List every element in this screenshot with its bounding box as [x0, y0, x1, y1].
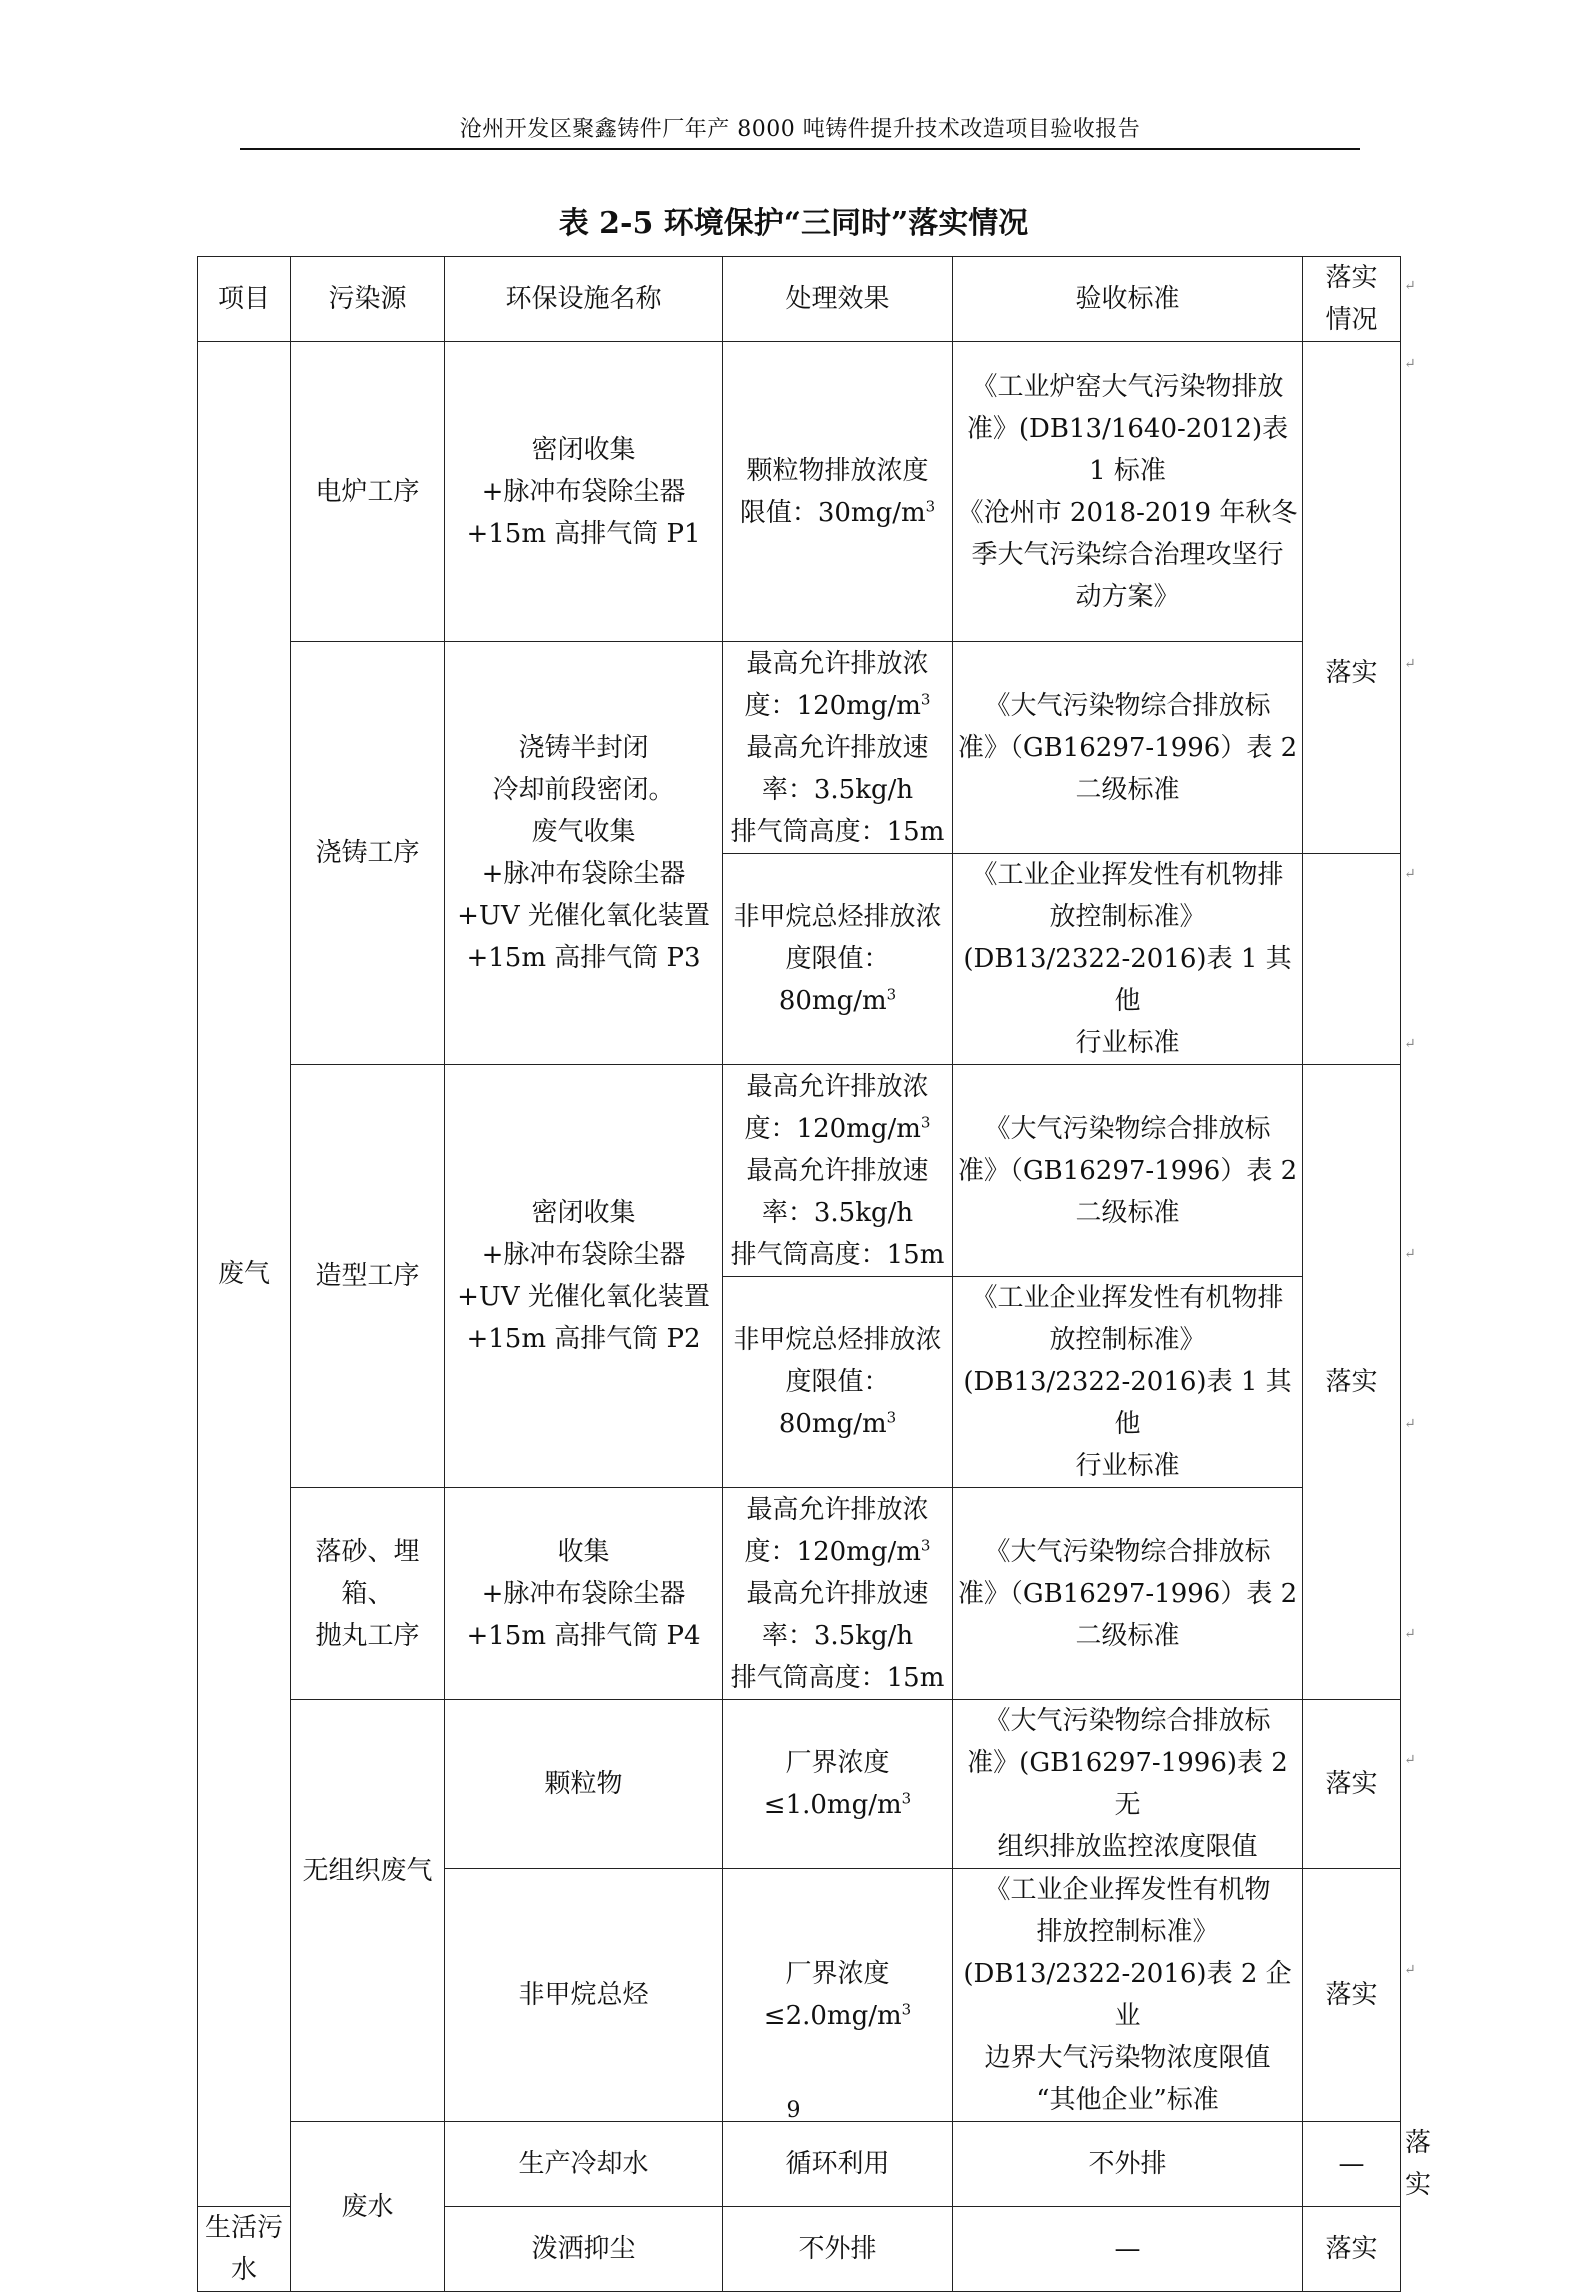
three-simultaneous-table: [197, 256, 1432, 2292]
paragraph-mark-icon: ↵: [1404, 866, 1416, 882]
effect-cell: 非甲烷总烃排放浓 度限值：$80mg/m^3$: [723, 854, 953, 1065]
table-row: [198, 642, 1401, 854]
effect-cell: 厂界浓度 $\le 2.0mg/m^3$: [723, 1869, 953, 2122]
status-cell: 落实: [1303, 342, 1401, 854]
paragraph-mark-icon: ↵: [1404, 1752, 1416, 1768]
facility-cell: 密闭收集 +脉冲布袋除尘器 +UV 光催化氧化装置 +15m 高排气筒 P2: [445, 1065, 723, 1488]
paragraph-mark-icon: ↵: [1404, 1246, 1416, 1262]
paragraph-mark-icon: ↵: [1404, 356, 1416, 372]
category-cell: 废气: [198, 342, 291, 2207]
facility-cell: 浇铸半封闭 冷却前段密闭。 废气收集 +脉冲布袋除尘器 +UV 光催化氧化装置 +15m 高排气筒 P3: [445, 642, 723, 1065]
header-cell: 项目: [198, 257, 291, 342]
table-header-row: [198, 257, 1401, 342]
running-header: 沧州开发区聚鑫铸件厂年产 8000 吨铸件提升技术改造项目验收报告: [459, 117, 1141, 142]
effect-cell: 厂界浓度 $\le 1.0mg/m^3$: [723, 1700, 953, 1869]
paragraph-mark-icon: ↵: [1404, 1416, 1416, 1432]
facility-cell: 颗粒物: [445, 1700, 723, 1869]
source-cell: 落砂、埋箱、 抛丸工序: [291, 1488, 445, 1700]
facility-cell: 收集 +脉冲布袋除尘器 +15m 高排气筒 P4: [445, 1488, 723, 1700]
facility-cell: 非甲烷总烃: [445, 1869, 723, 2122]
standard-cell: 《大气污染物综合排放标 准》（GB16297-1996）表 2 二级标准: [953, 642, 1303, 854]
facility-cell: 泼洒抑尘: [445, 2207, 723, 2292]
standard-cell: 《大气污染物综合排放标 准》（GB16297-1996）表 2 二级标准: [953, 1488, 1303, 1700]
paragraph-mark-icon: ↵: [1404, 1036, 1416, 1052]
header-cell: 环保设施名称: [445, 257, 723, 342]
header-rule: [240, 148, 1360, 150]
effect-cell: 最高允许排放浓 度：$120mg/m^3$ 最高允许排放速 率：3.5kg/h 排气筒高度：15m: [723, 1065, 953, 1277]
source-cell: 生活污水: [198, 2207, 291, 2292]
source-cell: 浇铸工序: [291, 642, 445, 1065]
standard-cell: 《大气污染物综合排放标 准》(GB16297-1996)表 2 无 组织排放监控浓度限值: [953, 1700, 1303, 1869]
source-cell: 生产冷却水: [445, 2122, 723, 2207]
status-cell: 落实: [1303, 2207, 1401, 2292]
standard-cell: 《大气污染物综合排放标 准》（GB16297-1996）表 2 二级标准: [953, 1065, 1303, 1277]
header-cell: 落实 情况: [1303, 257, 1401, 342]
paragraph-mark-icon: ↵: [1404, 656, 1416, 672]
status-cell: 落实: [1303, 1065, 1401, 1700]
standard-cell: 《工业企业挥发性有机物排 放控制标准》 (DB13/2322-2016)表 1 其他 行业标准: [953, 1277, 1303, 1488]
table-row: [198, 1700, 1401, 1869]
standard-cell: —: [953, 2207, 1303, 2292]
facility-cell: 循环利用: [723, 2122, 953, 2207]
header-cell: 处理效果: [723, 257, 953, 342]
status-cell: 落实: [1303, 1869, 1401, 2122]
status-cell: 落实: [1303, 1700, 1401, 1869]
table-caption: 表 2-5 环境保护“三同时”落实情况: [558, 206, 1029, 241]
source-cell: 无组织废气: [291, 1700, 445, 2122]
facility-cell: 密闭收集 +脉冲布袋除尘器 +15m 高排气筒 P1: [445, 342, 723, 642]
effect-cell: 不外排: [953, 2122, 1303, 2207]
standard-cell: 《工业企业挥发性有机物 排放控制标准》 (DB13/2322-2016)表 2 企业 边界大气污染物浓度限值 “其他企业”标准: [953, 1869, 1303, 2122]
source-cell: 电炉工序: [291, 342, 445, 642]
standard-cell: —: [1303, 2122, 1401, 2207]
standard-cell: 《工业炉窑大气污染物排放 准》(DB13/1640-2012)表 1 标准 《沧州市 2018-2019 年秋冬 季大气污染综合治理攻坚行 动方案》: [953, 342, 1303, 642]
source-cell: 造型工序: [291, 1065, 445, 1488]
effect-cell: 最高允许排放浓 度：$120mg/m^3$ 最高允许排放速 率：3.5kg/h 排气筒高度：15m: [723, 1488, 953, 1700]
effect-cell: 非甲烷总烃排放浓 度限值：$80mg/m^3$: [723, 1277, 953, 1488]
effect-cell: 最高允许排放浓 度：$120mg/m^3$ 最高允许排放速 率：3.5kg/h 排气筒高度：15m: [723, 642, 953, 854]
table-row: 废水 生产冷却水 循环利用 不外排 — 落实: [198, 2122, 1401, 2207]
status-cell-empty: [1303, 854, 1401, 1065]
header-cell: 污染源: [291, 257, 445, 342]
page-number: 9: [786, 2098, 801, 2123]
table-row: [198, 1488, 1401, 1700]
effect-cell: 颗粒物排放浓度 限值：$30mg/m^3$: [723, 342, 953, 642]
table-row: [198, 342, 1401, 642]
standard-cell: 《工业企业挥发性有机物排 放控制标准》 (DB13/2322-2016)表 1 其他 行业标准: [953, 854, 1303, 1065]
paragraph-mark-icon: ↵: [1404, 278, 1416, 294]
paragraph-mark-icon: ↵: [1404, 1962, 1416, 1978]
header-cell: 验收标准: [953, 257, 1303, 342]
table-row: [198, 1065, 1401, 1277]
paragraph-mark-icon: ↵: [1404, 1626, 1416, 1642]
effect-cell: 不外排: [723, 2207, 953, 2292]
category-cell: 废水: [291, 2122, 445, 2292]
